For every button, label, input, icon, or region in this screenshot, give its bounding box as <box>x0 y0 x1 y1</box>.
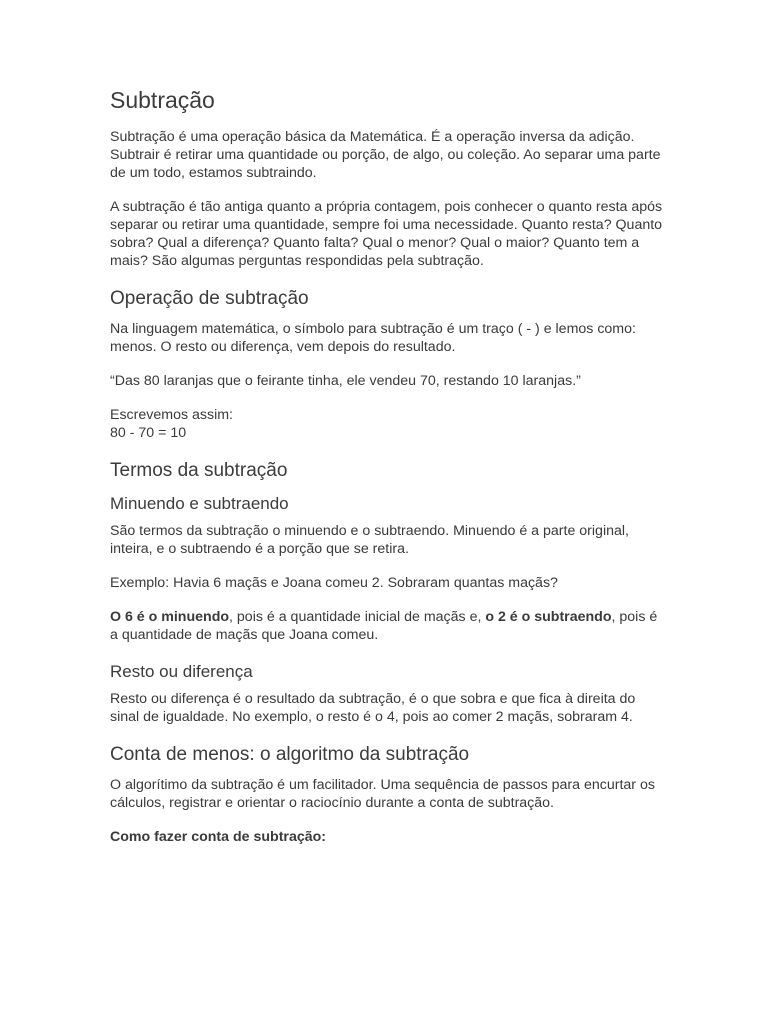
section-heading-operacao: Operação de subtração <box>110 288 309 309</box>
section-heading-conta: Conta de menos: o algoritmo da subtração <box>110 744 470 765</box>
intro-paragraph-2: A subtração é tão antiga quanto a própria contagem, pois conhecer o quanto resta após separar ou retirar uma quantidade, sempre foi uma necessidade. Quanto resta? Quanto sobra? Qual a diferença? Quanto falta? Qual o menor? Qual o maior? Quanto tem a mais? São algumas perguntas respondidas pela subtração. <box>110 199 663 269</box>
subsection-heading-resto: Resto ou diferença <box>110 662 253 681</box>
minuendo-paragraph-3 <box>110 608 665 644</box>
minuendo-paragraph-1: São termos da subtração o minuendo e o subtraendo. Minuendo é a parte original, inteira, e o subtraendo é a porção que se retira. <box>110 523 629 557</box>
resto-paragraph-1: Resto ou diferença é o resultado da subtração, é o que sobra e que fica à direita do sinal de igualdade. No exemplo, o resto é o 4, pois ao comer 2 maçãs, sobraram 4. <box>110 691 636 725</box>
intro-paragraph-1: Subtração é uma operação básica da Matemática. É a operação inversa da adição. Subtrair é retirar uma quantidade ou porção, de algo, ou coleção. Ao separar uma parte de um todo, estamos subtraindo. <box>110 129 661 181</box>
document-page <box>110 84 665 862</box>
bold-subtraendo: o 2 é o subtraendo <box>485 609 612 625</box>
section-heading-termos: Termos da subtração <box>110 460 288 481</box>
conta-paragraph-1: O algorítimo da subtração é um facilitador. Uma sequência de passos para encurtar os cálculos, registrar e orientar o raciocínio durante a conta de subtração. <box>110 777 655 811</box>
conta-bold-heading: Como fazer conta de subtração: <box>110 829 327 845</box>
operacao-paragraph-2: “Das 80 laranjas que o feirante tinha, ele vendeu 70, restando 10 laranjas.” <box>110 373 581 389</box>
page-title: Subtração <box>110 87 215 113</box>
minuendo-text-2: , pois é a quantidade de maçãs que Joana comeu. <box>110 609 658 643</box>
operacao-line-1: Escrevemos assim: <box>110 407 233 423</box>
operacao-paragraph-1: Na linguagem matemática, o símbolo para subtração é um traço ( - ) e lemos como: menos. O resto ou diferença, vem depois do resultado. <box>110 321 636 355</box>
conta-paragraph-2 <box>110 828 665 846</box>
minuendo-text-1: , pois é a quantidade inicial de maçãs e, <box>229 609 486 625</box>
subsection-heading-minuendo: Minuendo e subtraendo <box>110 494 289 513</box>
minuendo-paragraph-2: Exemplo: Havia 6 maçãs e Joana comeu 2. Sobraram quantas maçãs? <box>110 575 558 591</box>
operacao-paragraph-3 <box>110 406 665 442</box>
operacao-equation: 80 - 70 = 10 <box>110 425 187 441</box>
bold-minuendo: O 6 é o minuendo <box>110 609 230 625</box>
